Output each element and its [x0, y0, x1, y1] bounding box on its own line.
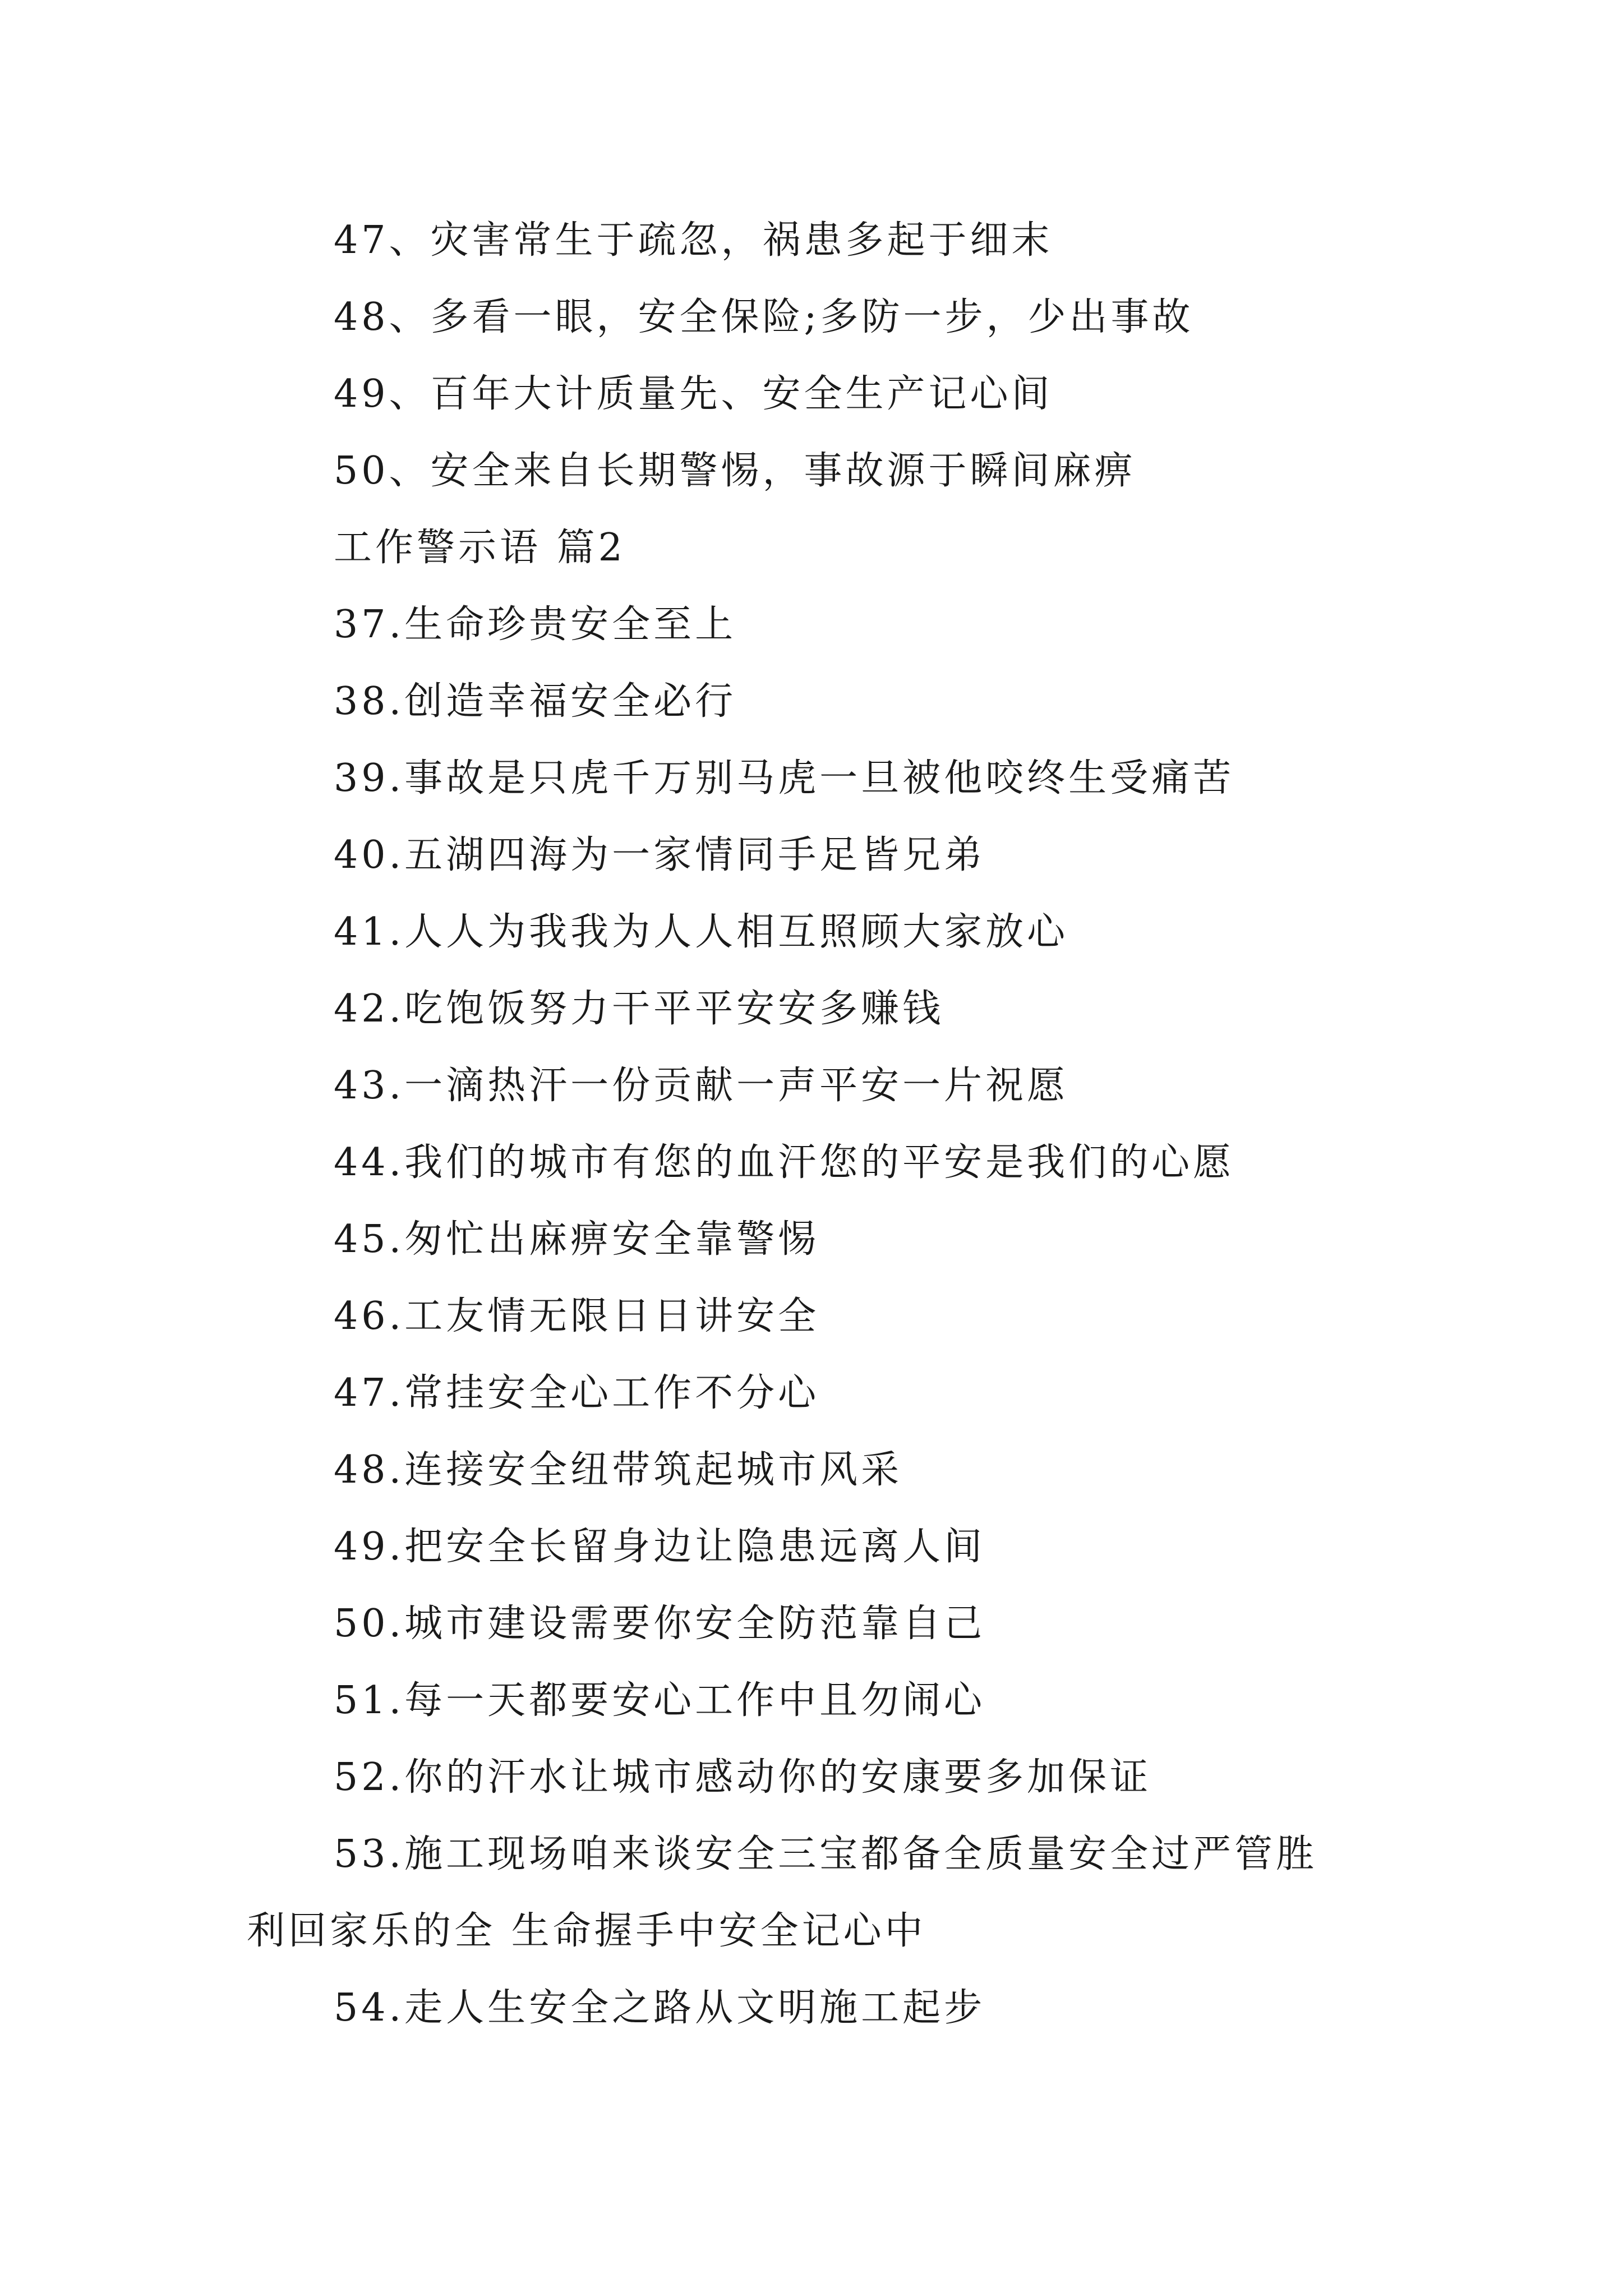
- text-line: 49.把安全长留身边让隐患远离人间: [334, 1525, 986, 1569]
- text-line: 45.匆忙出麻痹安全靠警惕: [334, 1217, 820, 1262]
- text-line: 40.五湖四海为一家情同手足皆兄弟: [334, 833, 986, 877]
- text-line: 43.一滴热汗一份贡献一声平安一片祝愿: [334, 1064, 1069, 1108]
- text-line: 47、灾害常生于疏忽，祸患多起于细末: [334, 218, 1053, 263]
- text-line: 41.人人为我我为人人相互照顾大家放心: [334, 910, 1069, 954]
- text-line: 42.吃饱饭努力干平平安安多赚钱: [334, 987, 944, 1031]
- text-line: 47.常挂安全心工作不分心: [334, 1371, 820, 1415]
- text-line: 54.走人生安全之路从文明施工起步: [334, 1986, 986, 2030]
- text-line: 37.生命珍贵安全至上: [334, 602, 737, 647]
- text-line: 46.工友情无限日日讲安全: [334, 1294, 820, 1338]
- text-line: 49、百年大计质量先、安全生产记心间: [334, 372, 1053, 416]
- text-line: 48、多看一眼，安全保险;多防一步，少出事故: [334, 295, 1194, 339]
- text-line: 53.施工现场咱来谈安全三宝都备全质量安全过严管胜: [334, 1832, 1318, 1876]
- text-line: 52.你的汗水让城市感动你的安康要多加保证: [334, 1755, 1152, 1800]
- text-line: 44.我们的城市有您的血汗您的平安是我们的心愿: [334, 1140, 1235, 1185]
- text-line: 51.每一天都要安心工作中且勿闹心: [334, 1678, 986, 1723]
- section-heading: 工作警示语 篇2: [334, 526, 626, 570]
- document-body: [247, 202, 1396, 2046]
- text-line: 48.连接安全纽带筑起城市风采: [334, 1448, 903, 1492]
- text-line: 38.创造幸福安全必行: [334, 679, 737, 724]
- text-line: 50.城市建设需要你安全防范靠自己: [334, 1602, 986, 1646]
- text-line: 39.事故是只虎千万别马虎一旦被他咬终生受痛苦: [334, 756, 1235, 800]
- text-line: 50、安全来自长期警惕，事故源于瞬间麻痹: [334, 449, 1136, 493]
- text-line-continuation: 利回家乐的全 生命握手中安全记心中: [247, 1909, 926, 1953]
